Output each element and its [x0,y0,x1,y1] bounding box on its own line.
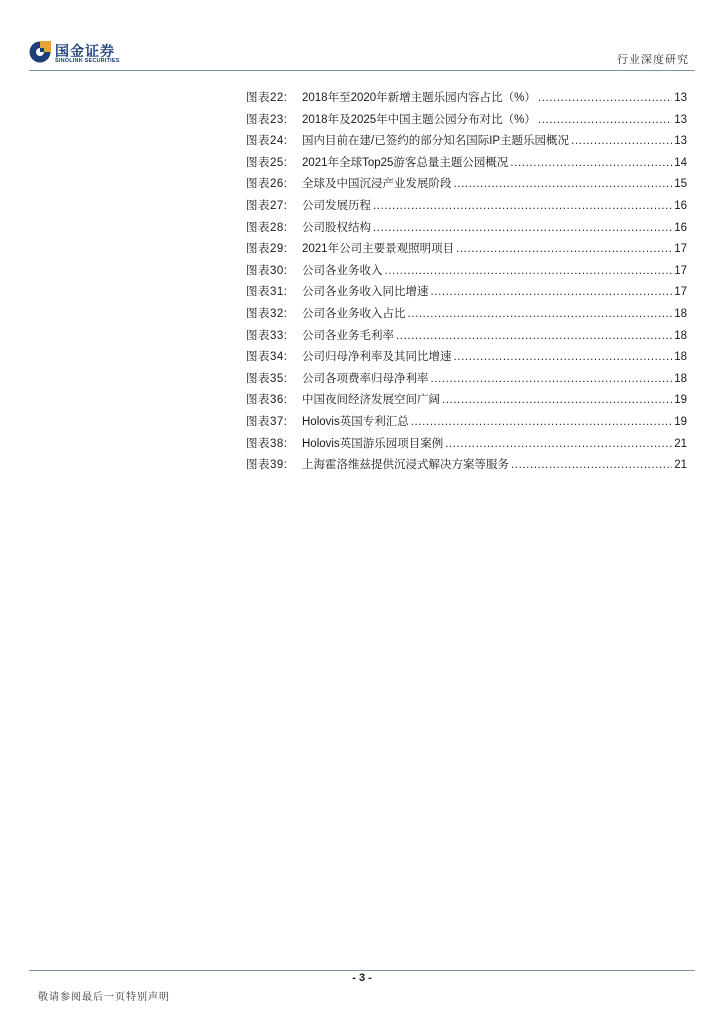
toc-figure-title: 2021年全球Top25游客总量主题公园概况 [302,156,509,169]
toc-figure-title: 公司股权结构 [302,221,371,234]
toc-figure-title: 公司各业务收入同比增速 [302,286,429,299]
toc-entry[interactable] [246,218,687,240]
figure-index [246,88,687,477]
toc-entry[interactable] [246,326,687,348]
toc-figure-title: 中国夜间经济发展空间广阔 [302,394,440,407]
toc-entry[interactable] [246,110,687,132]
toc-entry[interactable] [246,390,687,412]
toc-page-number: 21 [674,459,687,472]
toc-figure-label: 图表36: [246,394,288,407]
toc-dot-leader [373,196,672,218]
toc-figure-title: 公司各业务收入占比 [302,307,406,320]
toc-dot-leader [510,153,672,175]
toc-entry[interactable] [246,88,687,110]
toc-page-number: 15 [674,178,687,191]
toc-page-number: 19 [674,415,687,428]
toc-dot-leader [373,218,672,240]
toc-dot-leader [538,110,672,132]
toc-entry[interactable] [246,304,687,326]
toc-figure-label: 图表30: [246,264,288,277]
toc-figure-title: 全球及中国沉浸产业发展阶段 [302,178,452,191]
toc-figure-title: Holovis英国专利汇总 [302,415,409,428]
toc-figure-title: Holovis英国游乐园项目案例 [302,437,444,450]
toc-figure-label: 图表28: [246,221,288,234]
toc-figure-label: 图表37: [246,415,288,428]
toc-entry[interactable] [246,412,687,434]
logo-chinese-name: 国金证券 [55,43,115,59]
report-type: 行业深度研究 [617,54,689,66]
toc-figure-title: 2021年公司主要景观照明项目 [302,243,455,256]
toc-page-number: 18 [674,307,687,320]
toc-dot-leader [411,412,672,434]
toc-entry[interactable] [246,347,687,369]
toc-page-number: 16 [674,221,687,234]
toc-dot-leader [396,326,672,348]
toc-figure-label: 图表25: [246,156,288,169]
disclaimer-text: 敬请参阅最后一页特别声明 [38,992,170,1003]
toc-dot-leader [454,174,673,196]
toc-dot-leader [456,239,672,261]
toc-page-number: 18 [674,372,687,385]
toc-dot-leader [442,390,672,412]
toc-figure-label: 图表31: [246,286,288,299]
toc-entry[interactable] [246,455,687,477]
sinolink-logo-icon [29,41,51,63]
toc-page-number: 13 [674,135,687,148]
toc-page-number: 14 [674,156,687,169]
toc-page-number: 17 [674,243,687,256]
toc-page-number: 13 [674,113,687,126]
toc-figure-label: 图表27: [246,199,288,212]
header-divider [29,70,695,71]
toc-entry[interactable] [246,369,687,391]
toc-page-number: 21 [674,437,687,450]
company-logo [29,41,133,67]
toc-figure-label: 图表39: [246,459,288,472]
toc-page-number: 16 [674,199,687,212]
toc-figure-title: 2018年至2020年新增主题乐园内容占比（%） [302,92,536,104]
toc-figure-title: 2018年及2025年中国主题公园分布对比（%） [302,113,536,126]
toc-page-number: 18 [674,351,687,364]
toc-figure-label: 图表34: [246,351,288,364]
toc-dot-leader [408,304,673,326]
toc-dot-leader [454,347,673,369]
page-number: - 3 - [352,972,372,984]
footer-divider [29,970,695,971]
toc-figure-label: 图表35: [246,372,288,385]
toc-entry[interactable] [246,131,687,153]
toc-figure-label: 图表24: [246,135,288,148]
toc-entry[interactable] [246,282,687,304]
toc-entry[interactable] [246,174,687,196]
logo-english-name: SINOLINK SECURITIES [55,58,120,64]
toc-dot-leader [431,282,673,304]
toc-dot-leader [385,261,673,283]
toc-figure-label: 图表38: [246,437,288,450]
toc-dot-leader [571,131,672,153]
toc-figure-title: 上海霍洛维兹提供沉浸式解决方案等服务 [302,459,509,472]
toc-page-number: 17 [674,264,687,277]
toc-page-number: 18 [674,329,687,342]
toc-figure-label: 图表23: [246,113,288,126]
toc-entry[interactable] [246,153,687,175]
toc-figure-label: 图表22: [246,92,288,104]
toc-figure-label: 图表32: [246,307,288,320]
toc-figure-label: 图表26: [246,178,288,191]
toc-dot-leader [445,434,672,456]
toc-figure-title: 公司各项费率归母净利率 [302,372,429,385]
toc-page-number: 17 [674,286,687,299]
toc-page-number: 13 [674,92,687,104]
toc-figure-title: 公司归母净利率及其同比增速 [302,351,452,364]
toc-entry[interactable] [246,434,687,456]
toc-page-number: 19 [674,394,687,407]
toc-dot-leader [511,455,672,477]
toc-figure-title: 国内目前在建/已签约的部分知名国际IP主题乐园概况 [302,135,570,148]
toc-figure-title: 公司各业务收入 [302,264,383,277]
toc-figure-title: 公司各业务毛利率 [302,329,394,342]
toc-entry[interactable] [246,196,687,218]
toc-entry[interactable] [246,261,687,283]
toc-entry[interactable] [246,239,687,261]
toc-dot-leader [538,88,672,110]
toc-dot-leader [431,369,673,391]
toc-figure-label: 图表33: [246,329,288,342]
toc-figure-label: 图表29: [246,243,288,256]
toc-figure-title: 公司发展历程 [302,199,371,212]
